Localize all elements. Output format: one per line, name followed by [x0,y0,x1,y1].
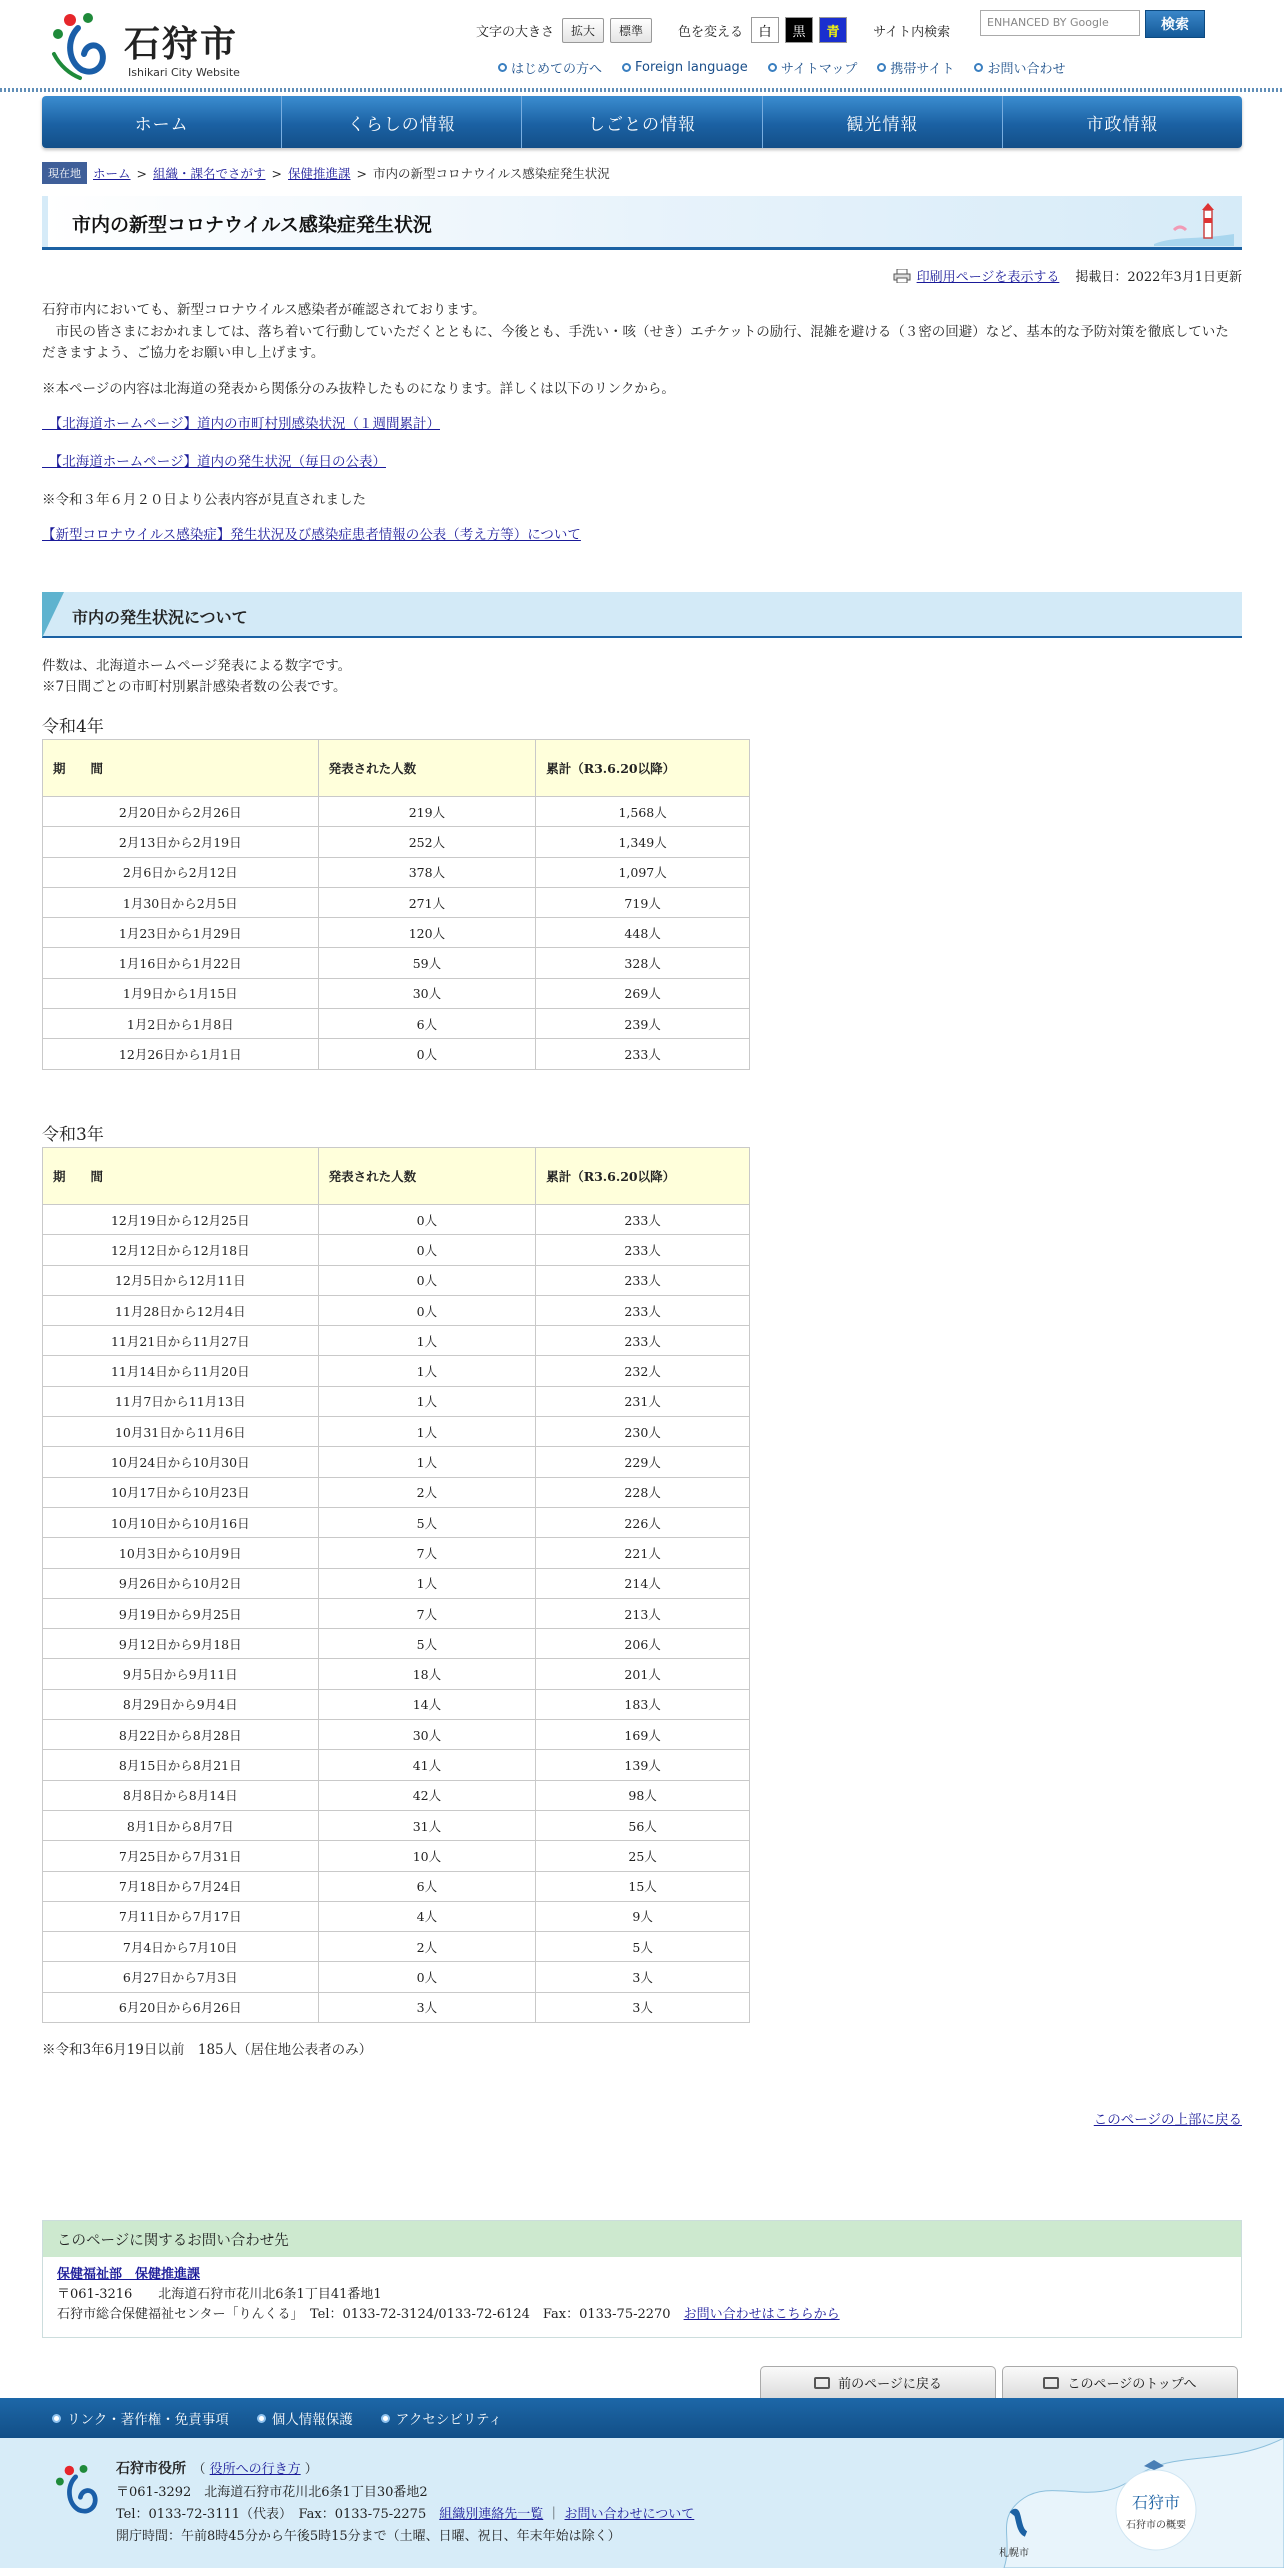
publication-policy-link[interactable]: 【新型コロナウイルス感染症】発生状況及び感染症患者情報の公表（考え方等）について [42,527,581,544]
cell-period: 6月20日から6月26日 [43,1992,319,2022]
table-body-r3 [43,1205,750,2023]
cell-announced: 59人 [318,948,536,978]
cell-period: 8月22日から8月28日 [43,1720,319,1750]
cell-period: 9月12日から9月18日 [43,1629,319,1659]
cell-announced: 1人 [318,1568,536,1598]
cell-period: 1月30日から2月5日 [43,887,319,917]
bullet-icon [498,63,507,72]
table-row [43,1477,750,1507]
breadcrumb-home[interactable]: ホーム [93,166,131,181]
print-page-link[interactable]: 印刷用ページを表示する [916,270,1060,285]
cell-announced: 0人 [318,1235,536,1265]
table-row [43,857,750,887]
cell-cumulative: 231人 [536,1386,750,1416]
color-black-button[interactable]: 黒 [785,17,813,43]
cell-cumulative: 230人 [536,1417,750,1447]
link-foreign-language[interactable]: Foreign language [622,58,748,77]
font-standard-button[interactable]: 標準 [610,18,652,43]
cell-cumulative: 3人 [536,1992,750,2022]
cell-period: 12月19日から12月25日 [43,1205,319,1235]
footer-address: 〒061-3292 北海道石狩市花川北6条1丁目30番地2 [116,2484,428,2500]
breadcrumb-org-search[interactable]: 組織・課名でさがす [153,166,266,181]
cell-cumulative: 233人 [536,1039,750,1069]
cell-announced: 1人 [318,1356,536,1386]
cell-period: 12月5日から12月11日 [43,1265,319,1295]
cell-announced: 1人 [318,1386,536,1416]
cell-announced: 0人 [318,1295,536,1325]
cell-cumulative: 206人 [536,1629,750,1659]
col-header-announced: 発表された人数 [318,1148,536,1205]
cell-announced: 42人 [318,1780,536,1810]
cell-cumulative: 169人 [536,1720,750,1750]
header-sub-links [498,58,1066,77]
cell-cumulative: 56人 [536,1810,750,1840]
cell-period: 7月11日から7月17日 [43,1901,319,1931]
cell-cumulative: 228人 [536,1477,750,1507]
utility-bar [476,16,952,44]
cell-cumulative: 1,097人 [536,857,750,887]
cell-period: 8月29日から9月4日 [43,1689,319,1719]
table-row [43,1841,750,1871]
bullet-icon [257,2414,266,2423]
gnav-home[interactable]: ホーム [42,96,282,148]
global-nav [42,96,1242,148]
hokkaido-daily-link[interactable]: 【北海道ホームページ】道内の発生状況（毎日の公表） [42,453,386,470]
printer-icon [893,269,911,283]
cell-announced: 14人 [318,1689,536,1719]
section-notes [42,656,351,698]
footer-directions-link[interactable]: 役所への行き方 [209,2462,301,2477]
year-heading-r3: 令和3年 [42,1125,104,1145]
cell-period: 12月12日から12月18日 [43,1235,319,1265]
table-footnote: ※令和3年6月19日以前 185人（居住地公表者のみ） [42,2042,373,2058]
table-row [43,1689,750,1719]
cell-cumulative: 719人 [536,887,750,917]
cell-period: 10月10日から10月16日 [43,1507,319,1537]
table-row [43,1009,750,1039]
cell-period: 11月7日から11月13日 [43,1386,319,1416]
cell-announced: 18人 [318,1659,536,1689]
cell-announced: 219人 [318,797,536,827]
table-row [43,1447,750,1477]
cell-cumulative: 3人 [536,1962,750,1992]
table-row [43,1205,750,1235]
breadcrumb: 現在地 ホーム > 組織・課名でさがす > 保健推進課 > 市内の新型コロナウイルス感染症発生状況 [42,162,610,184]
back-to-top-link[interactable]: このページの上部に戻る [1093,2112,1242,2128]
logo-subtitle: Ishikari City Website [128,66,240,79]
cell-announced: 5人 [318,1629,536,1659]
contact-heading: このページに関するお問い合わせ先 [43,2221,1241,2257]
search-input[interactable]: ENHANCED BY Google [980,10,1140,36]
table-row [43,1235,750,1265]
gnav-tourism[interactable]: 観光情報 [763,96,1003,148]
table-row [43,918,750,948]
cell-announced: 0人 [318,1962,536,1992]
cell-cumulative: 15人 [536,1871,750,1901]
source-note: ※本ページの内容は北海道の発表から関係分のみ抜粋したものになります。詳しくは以下のリンクから。 [42,380,675,397]
footer-link-copyright[interactable]: リンク・著作権・免責事項 [52,2408,229,2428]
logo-title: 石狩市 [124,24,239,65]
cell-announced: 0人 [318,1205,536,1235]
cell-period: 2月6日から2月12日 [43,857,319,887]
cell-cumulative: 239人 [536,1009,750,1039]
footer-link-privacy[interactable]: 個人情報保護 [257,2408,353,2428]
contact-center: 石狩市総合保健福祉センター「りんくる」 Tel：0133-72-3124/0133-72-6124 Fax：0133-75-2270 [57,2307,671,2323]
cell-period: 11月21日から11月27日 [43,1326,319,1356]
section-note-a: 件数は、北海道ホームページ発表による数字です。 [42,658,352,674]
cell-period: 2月20日から2月26日 [43,797,319,827]
map-overview-label: 石狩市の概要 [1126,2520,1186,2531]
cell-period: 11月28日から12月4日 [43,1295,319,1325]
cell-announced: 1人 [318,1447,536,1477]
table-row [43,1417,750,1447]
cell-announced: 7人 [318,1598,536,1628]
home-icon [1043,2377,1059,2389]
footer-tel: Tel：0133-72-3111（代表） Fax：0133-75-2275 [116,2506,427,2522]
cell-cumulative: 233人 [536,1205,750,1235]
table-row [43,1962,750,1992]
cell-period: 9月5日から9月11日 [43,1659,319,1689]
main-content [42,300,1242,563]
bullet-icon [52,2414,61,2423]
bullet-icon [877,63,886,72]
year-heading-r4: 令和4年 [42,717,104,737]
cell-period: 1月23日から1月29日 [43,918,319,948]
search-button[interactable]: 検索 [1145,10,1205,38]
table-r4 [42,739,750,1070]
table-row [43,1810,750,1840]
cell-cumulative: 269人 [536,978,750,1008]
cell-cumulative: 226人 [536,1507,750,1537]
lighthouse-icon [1154,200,1234,246]
table-row [43,827,750,857]
table-row [43,948,750,978]
cell-period: 7月4日から7月10日 [43,1932,319,1962]
table-row [43,1356,750,1386]
cell-announced: 0人 [318,1039,536,1069]
table-row [43,1992,750,2022]
updated-date: 掲載日：2022年3月1日更新 [1075,270,1242,285]
hokkaido-weekly-link[interactable]: 【北海道ホームページ】道内の市町村別感染状況（１週間累計） [42,416,440,433]
page-title: 市内の新型コロナウイルス感染症発生状況 [72,214,432,236]
page-title-bar [42,196,1242,250]
table-row [43,1871,750,1901]
cell-announced: 31人 [318,1810,536,1840]
contact-body [43,2257,1241,2333]
col-header-cumulative: 累計（R3.6.20以降） [536,1148,750,1205]
cell-cumulative: 213人 [536,1598,750,1628]
cell-period: 1月2日から1月8日 [43,1009,319,1039]
intro-text-1: 石狩市内においても、新型コロナウイルス感染者が確認されております。 [42,302,486,318]
contact-dept-link[interactable]: 保健福祉部 保健推進課 [57,2267,201,2282]
font-enlarge-button[interactable]: 拡大 [562,18,604,43]
map-city-label: 石狩市 [1131,2493,1181,2512]
cell-cumulative: 233人 [536,1295,750,1325]
cell-announced: 5人 [318,1507,536,1537]
col-header-period: 期 間 [43,1148,319,1205]
table-row [43,1629,750,1659]
cell-cumulative: 233人 [536,1326,750,1356]
cell-cumulative: 98人 [536,1780,750,1810]
table-row [43,1901,750,1931]
cell-announced: 271人 [318,887,536,917]
bullet-icon [974,63,983,72]
cell-cumulative: 201人 [536,1659,750,1689]
table-row [43,978,750,1008]
site-header [0,0,1284,92]
cell-period: 8月8日から8月14日 [43,1780,319,1810]
cell-cumulative: 139人 [536,1750,750,1780]
cell-cumulative: 232人 [536,1356,750,1386]
link-mobile-site[interactable]: 携帯サイト [877,58,954,77]
cell-period: 8月15日から8月21日 [43,1750,319,1780]
city-map-graphic[interactable] [944,2438,1284,2568]
cell-cumulative: 183人 [536,1689,750,1719]
print-row [893,266,1242,285]
gnav-city-admin[interactable]: 市政情報 [1086,114,1159,135]
cell-announced: 6人 [318,1871,536,1901]
cell-period: 10月17日から10月23日 [43,1477,319,1507]
cell-cumulative: 221人 [536,1538,750,1568]
link-first-visitors[interactable]: はじめての方へ [498,58,602,77]
cell-announced: 6人 [318,1009,536,1039]
link-contact[interactable]: お問い合わせ [974,58,1065,77]
cell-announced: 7人 [318,1538,536,1568]
section-note-b: ※7日間ごとの市町村別累計感染者数の公表です。 [42,678,347,695]
map-sapporo-label: 札幌市 [999,2548,1029,2559]
cell-cumulative: 233人 [536,1265,750,1295]
table-row [43,887,750,917]
table-row [43,1265,750,1295]
table-row [43,1568,750,1598]
breadcrumb-current: 市内の新型コロナウイルス感染症発生状況 [373,166,610,181]
cell-period: 10月31日から11月6日 [43,1417,319,1447]
table-body-r4 [43,797,750,1070]
cell-cumulative: 229人 [536,1447,750,1477]
cell-period: 8月1日から8月7日 [43,1810,319,1840]
breadcrumb-label: 現在地 [42,162,87,184]
intro-text-2: 市民の皆さまにおかれましては、落ち着いて行動していただくとともに、今後とも、手洗い・咳（せき）エチケットの励行、混雑を避ける（３密の回避）など、基本的な予防対策を徹底していただきますよう、ご協力をお願い申し上げます。 [42,323,1229,362]
cell-announced: 1人 [318,1417,536,1447]
cell-announced: 10人 [318,1841,536,1871]
cell-announced: 4人 [318,1901,536,1931]
contact-form-link[interactable]: お問い合わせはこちらから [683,2307,840,2323]
table-r3 [42,1147,750,2023]
table-row [43,1932,750,1962]
cell-period: 9月19日から9月25日 [43,1598,319,1628]
cell-cumulative: 233人 [536,1235,750,1265]
color-blue-button[interactable]: 青 [819,17,847,43]
breadcrumb-health-dept[interactable]: 保健推進課 [288,166,351,181]
col-header-cumulative: 累計（R3.6.20以降） [536,740,750,797]
cell-announced: 30人 [318,978,536,1008]
gnav-business[interactable]: しごとの情報 [522,96,762,148]
section-title: 市内の発生状況について [72,608,248,627]
color-white-button[interactable]: 白 [751,17,779,43]
cell-period: 10月3日から10月9日 [43,1538,319,1568]
cell-cumulative: 328人 [536,948,750,978]
footer-link-accessibility[interactable]: アクセシビリティ [381,2408,502,2428]
cell-period: 10月24日から10月30日 [43,1447,319,1477]
table-row [43,1750,750,1780]
cell-period: 7月18日から7月24日 [43,1871,319,1901]
cell-period: 6月27日から7月3日 [43,1962,319,1992]
city-emblem-icon [52,2462,104,2520]
cell-cumulative: 9人 [536,1901,750,1931]
cell-cumulative: 1,349人 [536,827,750,857]
cell-announced: 2人 [318,1932,536,1962]
table-row [43,797,750,827]
cell-announced: 30人 [318,1720,536,1750]
table-row [43,1295,750,1325]
footer-nav [0,2398,1284,2438]
cell-period: 1月9日から1月15日 [43,978,319,1008]
site-footer [0,2438,1284,2568]
city-emblem-icon [48,10,114,82]
cell-period: 9月26日から10月2日 [43,1568,319,1598]
section-heading [42,592,1242,638]
color-change-label: 色を変える [678,24,744,40]
col-header-period: 期 間 [43,740,319,797]
footer-contact-link[interactable]: お問い合わせについて [564,2506,695,2522]
table-row [43,1598,750,1628]
table-row [43,1039,750,1069]
table-row [43,1720,750,1750]
cell-announced: 252人 [318,827,536,857]
table-row [43,1538,750,1568]
cell-cumulative: 448人 [536,918,750,948]
cell-cumulative: 25人 [536,1841,750,1871]
cell-period: 7月25日から7月31日 [43,1841,319,1871]
contact-box [42,2220,1242,2338]
bullet-icon [622,63,631,72]
cell-announced: 1人 [318,1326,536,1356]
footer-org: 石狩市役所 [116,2461,186,2477]
gnav-living[interactable]: くらしの情報 [282,96,522,148]
cell-announced: 0人 [318,1265,536,1295]
back-arrow-icon [814,2377,830,2389]
cell-period: 12月26日から1月1日 [43,1039,319,1069]
site-logo[interactable] [48,10,248,82]
cell-period: 2月13日から2月19日 [43,827,319,857]
cell-announced: 378人 [318,857,536,887]
cell-cumulative: 1,568人 [536,797,750,827]
site-search-label: サイト内検索 [873,24,951,40]
footer-info: 石狩市役所 （ 役所への行き方 ） 〒061-3292 北海道石狩市花川北6条1丁目30番地2 Tel：0133-72-3111（代表） Fax：0133-75-2275 組織別連絡先一覧 ｜ お問い合わせについて 開庁時間：午前8時45分から午後5時15分まで（土曜、日曜、祝日、年末年始は除く） [116,2458,694,2548]
table-row [43,1659,750,1689]
bullet-icon [381,2414,390,2423]
cell-announced: 41人 [318,1750,536,1780]
contact-address: 〒061-3216 北海道石狩市花川北6条1丁目41番地1 [57,2287,382,2303]
link-sitemap[interactable]: サイトマップ [768,58,858,77]
cell-cumulative: 5人 [536,1932,750,1962]
cell-period: 1月16日から1月22日 [43,948,319,978]
bottom-tabs [760,2366,1238,2398]
table-row [43,1507,750,1537]
table-row [43,1780,750,1810]
cell-period: 11月14日から11月20日 [43,1356,319,1386]
revision-note: ※令和３年６月２０日より公表内容が見直されました [42,491,366,508]
footer-hours: 開庁時間：午前8時45分から午後5時15分まで（土曜、日曜、祝日、年末年始は除く） [116,2528,621,2544]
font-size-label: 文字の大きさ [476,24,555,40]
footer-dept-list-link[interactable]: 組織別連絡先一覧 [439,2506,544,2522]
prev-page-tab[interactable]: 前のページに戻る [760,2366,996,2398]
cell-cumulative: 214人 [536,1568,750,1598]
col-header-announced: 発表された人数 [318,740,536,797]
cell-announced: 120人 [318,918,536,948]
table-row [43,1386,750,1416]
page-top-tab[interactable]: このページのトップへ [1002,2366,1238,2398]
table-row [43,1326,750,1356]
cell-announced: 2人 [318,1477,536,1507]
cell-announced: 3人 [318,1992,536,2022]
bullet-icon [768,63,777,72]
